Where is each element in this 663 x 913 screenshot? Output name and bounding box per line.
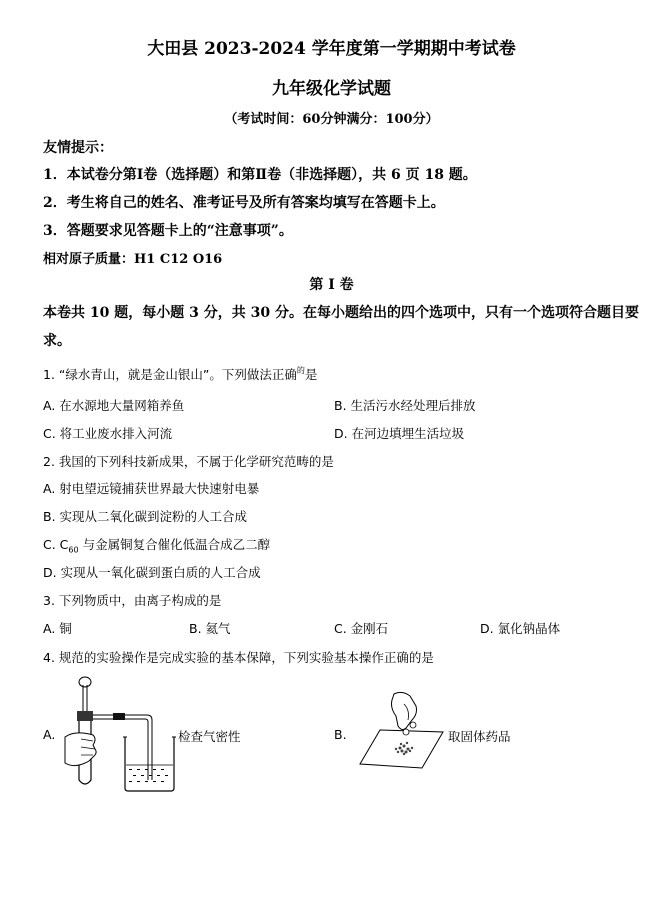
- question-3-option-c: C. 金刚石: [334, 621, 389, 636]
- question-3-stem: 3. 下列物质中，由离子构成的是: [43, 593, 222, 608]
- section-intro-line1: 本卷共 10 题，每小题 3 分，共 30 分。在每小题给出的四个选项中，只有一个选项符合题目要: [43, 305, 639, 321]
- solid-reagent-illustration: [358, 690, 448, 770]
- question-2-option-c-text: 与金属铜复合催化低温合成乙二醇: [78, 537, 271, 552]
- airtightness-check-illustration: [55, 675, 180, 795]
- question-1-stem-mark: 的: [296, 366, 305, 375]
- tip-item: 3．答题要求见答题卡上的“注意事项”。: [43, 223, 293, 239]
- exam-info: （考试时间：60分钟满分：100分）: [224, 112, 439, 127]
- tip-item: 1．本试卷分第Ⅰ卷（选择题）和第Ⅱ卷（非选择题），共 6 页 18 题。: [43, 167, 477, 183]
- question-1-option-b: B. 生活污水经处理后排放: [334, 398, 476, 413]
- question-1-option-a: A. 在水源地大量网箱养鱼: [43, 398, 185, 413]
- section-heading: 第 I 卷: [309, 277, 354, 293]
- question-1-option-d: D. 在河边填埋生活垃圾: [334, 426, 465, 441]
- question-1-stem-text: 1. “绿水青山，就是金山银山”。下列做法正确: [43, 367, 297, 382]
- question-4-option-b: B.: [334, 727, 347, 742]
- question-2-option-d: D. 实现从一氧化碳到蛋白质的人工合成: [43, 565, 261, 580]
- question-1-option-c: C. 将工业废水排入河流: [43, 426, 173, 441]
- question-2-option-a: A. 射电望远镜捕获世界最大快速射电暴: [43, 481, 260, 496]
- question-3-option-d: D. 氯化钠晶体: [480, 621, 561, 636]
- question-4-stem: 4. 规范的实验操作是完成实验的基本保障，下列实验基本操作正确的是: [43, 650, 434, 665]
- question-2-option-c: [43, 535, 270, 555]
- question-3-option-a: A. 铜: [43, 621, 72, 636]
- question-4-option-a: A.: [43, 727, 56, 742]
- question-2-option-c-subscript: 60: [68, 545, 79, 555]
- question-2-option-c-label: C. C: [43, 537, 69, 552]
- question-4-caption-b: 取固体药品: [448, 729, 511, 744]
- tips-heading: 友情提示：: [43, 140, 113, 156]
- exam-subtitle: 九年级化学试题: [272, 79, 391, 99]
- question-2-stem: 2. 我国的下列科技新成果，不属于化学研究范畴的是: [43, 454, 334, 469]
- exam-title: 大田县 2023-2024 学年度第一学期期中考试卷: [147, 39, 516, 59]
- tip-item: 2．考生将自己的姓名、准考证号及所有答案均填写在答题卡上。: [43, 195, 445, 211]
- section-intro-line2: 求。: [43, 333, 71, 349]
- atomic-mass: 相对原子质量：H1 C12 O16: [43, 252, 223, 267]
- question-1-stem: [43, 365, 317, 383]
- question-2-option-b: B. 实现从二氧化碳到淀粉的人工合成: [43, 509, 248, 524]
- question-1-stem-end: 是: [304, 367, 318, 382]
- question-4-caption-a: 检查气密性: [178, 729, 241, 744]
- question-3-option-b: B. 氦气: [189, 621, 231, 636]
